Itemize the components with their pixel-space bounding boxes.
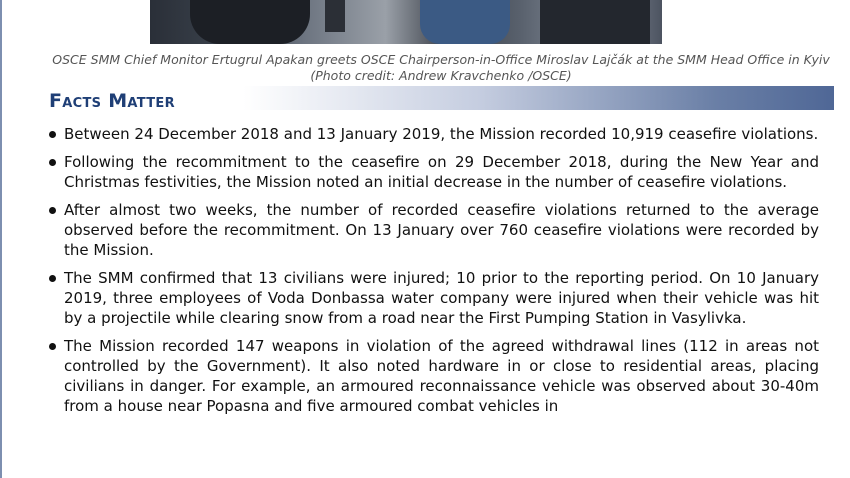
photo-figure [420,0,510,44]
section-heading: Facts Matter [49,90,175,112]
list-item [48,268,819,328]
bullet-icon [49,159,56,166]
photo-figure [540,0,650,44]
fact-text: Following the recommitment to the ceasefire on 29 December 2018, during the New Year and Christmas festivities, the Mission noted an initial decrease in the number of ceasefire violations. [64,153,819,191]
bullet-icon [49,131,56,138]
fact-text: The SMM confirmed that 13 civilians were injured; 10 prior to the reporting period. On 10 January 2019, three employees of Voda Donbassa water company were injured when their vehicle was hit by a projectile while clearing snow from a road near the First Pumping Station in Vasylivka. [64,269,819,327]
fact-text: Between 24 December 2018 and 13 January 2019, the Mission recorded 10,919 ceasefire violations. [64,125,819,143]
list-item [48,124,819,144]
photo-figure [190,0,310,44]
page-left-rule [0,0,2,478]
bullet-icon [49,275,56,282]
bullet-icon [49,207,56,214]
list-item [48,152,819,192]
photo-figure [325,0,345,32]
photo [150,0,662,44]
fact-text: The Mission recorded 147 weapons in violation of the agreed withdrawal lines (112 in areas not controlled by the Government). It also noted hardware in or close to residential areas, placing civilians in danger. For example, an armoured reconnaissance vehicle was observed about 30-40m from a house near Popasna and five armoured combat vehicles in [64,337,819,415]
photo-caption: OSCE SMM Chief Monitor Ertugrul Apakan greets OSCE Chairperson-in-Office Miroslav Lajčák at the SMM Head Office in Kyiv (Photo credit: Andrew Kravchenko /OSCE) [52,52,830,83]
fact-text: After almost two weeks, the number of recorded ceasefire violations returned to the average observed before the recommitment. On 13 January over 760 ceasefire violations were recorded by the Mission. [64,201,819,259]
bullet-icon [49,343,56,350]
list-item [48,336,819,416]
list-item [48,200,819,260]
facts-list [48,124,819,424]
